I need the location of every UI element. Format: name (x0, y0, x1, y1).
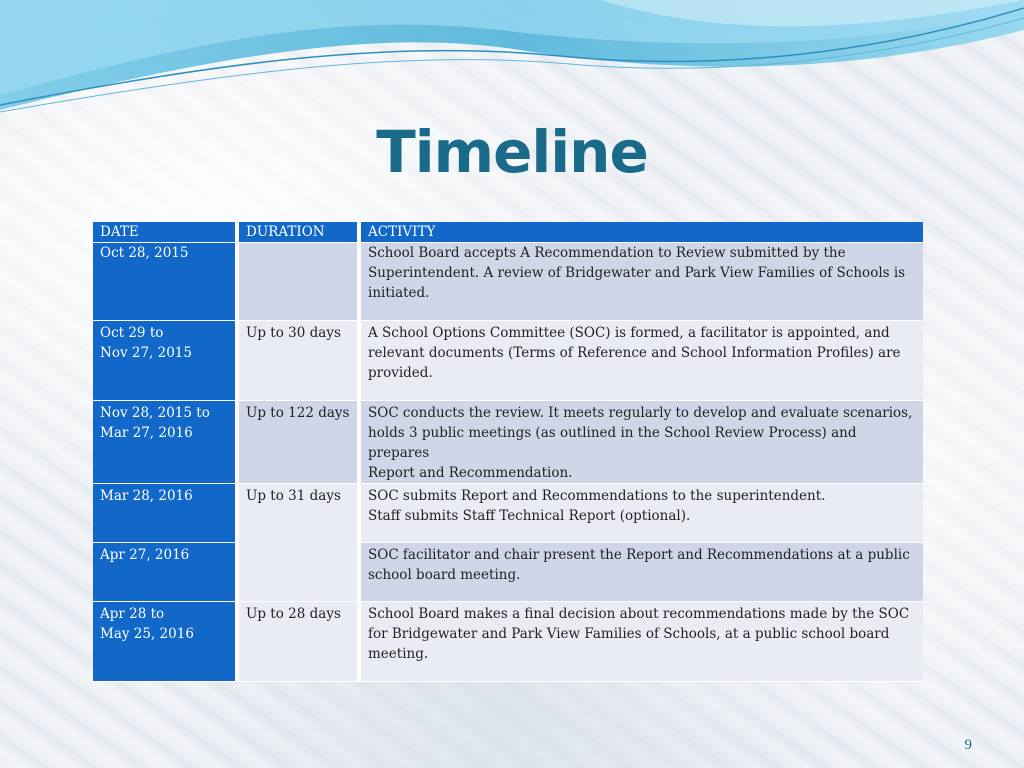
table-row (93, 401, 923, 484)
duration-cell (237, 243, 359, 321)
table-row (93, 321, 923, 401)
table-row (93, 543, 923, 602)
timeline-table (93, 222, 923, 682)
slide-number: 9 (964, 737, 972, 753)
page-title: Timeline (376, 118, 648, 186)
date-cell: Nov 28, 2015 to Mar 27, 2016 (93, 401, 237, 484)
header-activity: ACTIVITY (359, 222, 923, 243)
date-cell: Oct 29 to Nov 27, 2015 (93, 321, 237, 401)
duration-cell: Up to 31 days (237, 484, 359, 602)
duration-cell: Up to 30 days (237, 321, 359, 401)
activity-cell: A School Options Committee (SOC) is formed, a facilitator is appointed, and relevant documents (Terms of Reference and School Information Profiles) are provided. (359, 321, 923, 401)
date-cell: Apr 28 to May 25, 2016 (93, 602, 237, 682)
activity-cell: School Board accepts A Recommendation to Review submitted by the Superintendent. A review of Bridgewater and Park View Families of Schools is initiated. (359, 243, 923, 321)
wave-banner (0, 0, 1024, 120)
activity-cell: SOC facilitator and chair present the Report and Recommendations at a public school board meeting. (359, 543, 923, 602)
table-row (93, 243, 923, 321)
duration-cell: Up to 122 days (237, 401, 359, 484)
activity-cell: School Board makes a final decision about recommendations made by the SOC for Bridgewater and Park View Families of Schools, at a public school board meeting. (359, 602, 923, 682)
activity-cell: SOC conducts the review. It meets regularly to develop and evaluate scenarios, holds 3 public meetings (as outlined in the School Review Process) and prepares Report and Recommendation. (359, 401, 923, 484)
duration-cell: Up to 28 days (237, 602, 359, 682)
activity-cell: SOC submits Report and Recommendations to the superintendent. Staff submits Staff Technical Report (optional). (359, 484, 923, 543)
date-cell: Apr 27, 2016 (93, 543, 237, 602)
header-duration: DURATION (237, 222, 359, 243)
header-date: DATE (93, 222, 237, 243)
date-cell: Mar 28, 2016 (93, 484, 237, 543)
table-row (93, 484, 923, 543)
table-header-row (93, 222, 923, 243)
date-cell: Oct 28, 2015 (93, 243, 237, 321)
table-row (93, 602, 923, 682)
